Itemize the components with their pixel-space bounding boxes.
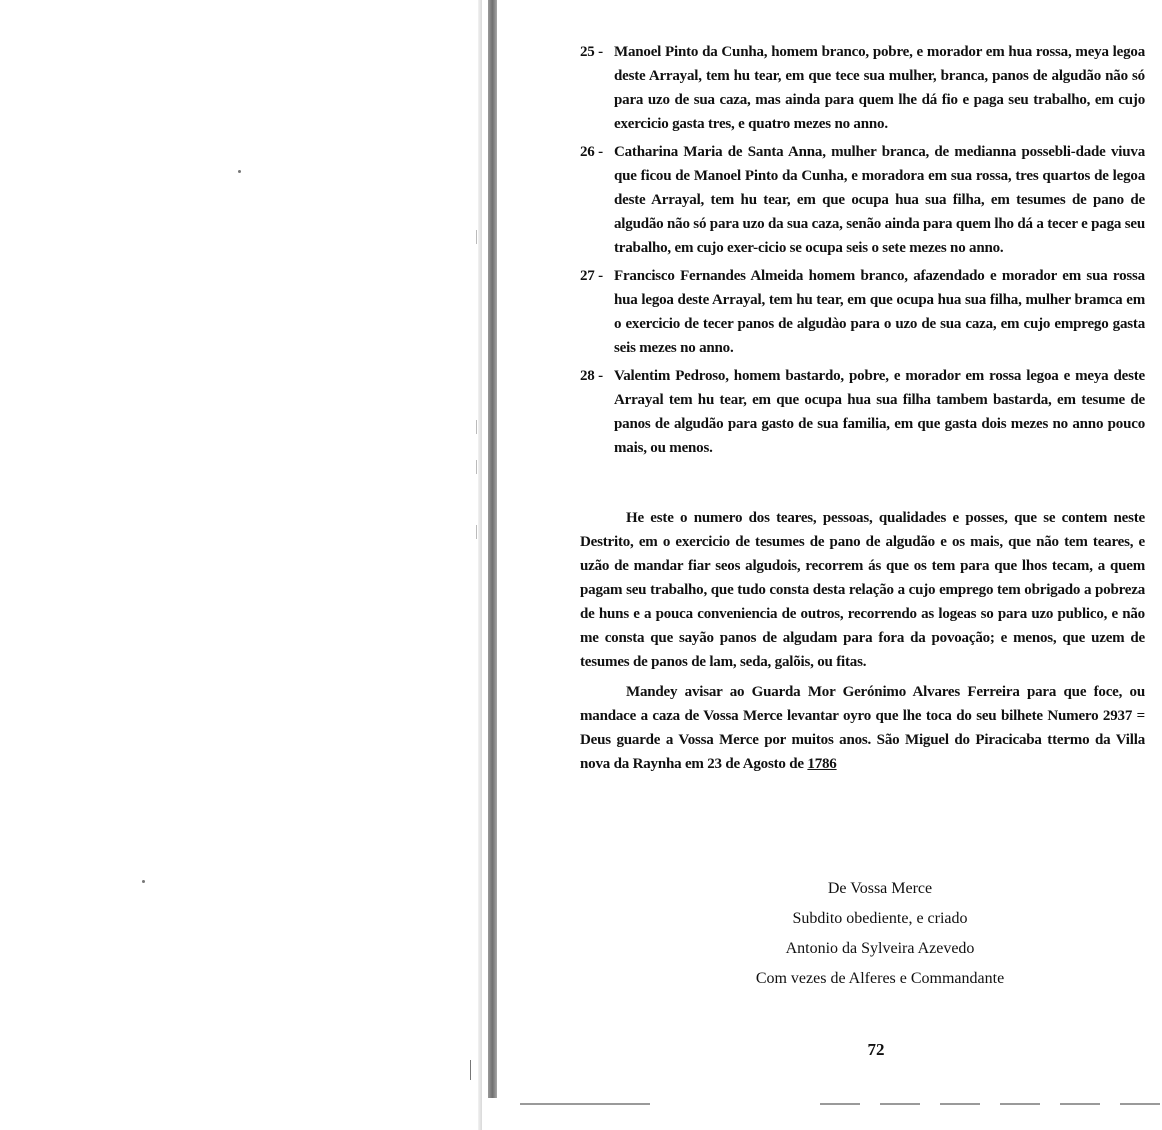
scan-mark [476, 230, 477, 244]
closing-paragraph [580, 680, 1145, 776]
entry-text: Manoel Pinto da Cunha, homem branco, pobre, e morador em hua rossa, meya legoa deste Arrayal, tem hu tear, em que tece sua mulher, branca, panos de algudão não só para uzo de sua caza, mas ainda para quem lhe dá fio e paga seu trabalho, em cujo exercicio gasta tres, e quatro mezes no anno. [614, 44, 1145, 132]
book-spine [488, 0, 497, 1098]
scan-mark [476, 525, 477, 539]
entry-number: 25 - [580, 44, 603, 60]
entry-text: Catharina Maria de Santa Anna, mulher branca, de medianna possebli-dade viuva que ficou de Manoel Pinto da Cunha, e moradora em sua rossa, tres quartos de legoa deste Arrayal, tem hu tear, em que ocupa hua sua filha, em tesumes de pano de algudão não só para uzo da sua caza, senão ainda para quem lho dá a tecer e paga seu trabalho, em cujo exer-cicio se ocupa seis o sete mezes no anno. [614, 144, 1145, 256]
signatory-name: Antonio da Sylveira Azevedo [785, 940, 975, 957]
list-item [580, 264, 1145, 360]
document-page [580, 40, 1145, 776]
signature-block [700, 874, 1060, 994]
list-item [580, 140, 1145, 260]
entry-text: Francisco Fernandes Almeida homem branco, afazendado e morador em sua rossa hua legoa deste Arrayal, tem hu tear, em que ocupa hua sua filha, mulher bramca em o exercicio de tecer panos de algudào para o uzo de sua caza, em cujo emprego gasta seis mezes no anno. [614, 268, 1145, 356]
list-item [580, 40, 1145, 136]
gutter-shadow [478, 0, 482, 1130]
signatory-title: Com vezes de Alferes e Commandante [755, 970, 1005, 987]
scan-mark [476, 460, 477, 474]
page-bottom-edge [520, 1103, 650, 1105]
entry-number: 28 - [580, 368, 603, 384]
page-bottom-edge [820, 1103, 1160, 1105]
entry-text: Valentim Pedroso, homem bastardo, pobre, e morador em rossa legoa e meya deste Arrayal tem hu tear, em que ocupa hua sua filha tambem bastarda, em tesume de panos de algudão para gasto de sua familia, em que gasta dois mezes no anno pouco mais, ou menos. [614, 368, 1145, 456]
summary-paragraph: He este o numero dos teares, pessoas, qualidades e posses, que se contem neste Destrito, em o exercicio de tesumes de pano de algudão e os mais, que não tem teares, e uzão de mandar fiar seos algudois, recorrem ás que os tem para que lhos tecam, a quem pagam seu trabalho, que tudo consta desta relação a cujo emprego tem obrigado a pobreza de huns e a pouca conveniencia de outros, recorrendo as logeas so para uzo publico, e não me consta que sayão panos de algudam para fora da povoação; e menos, que uzem de tesumes de panos de lam, seda, galõis, ou fitas. [580, 510, 1145, 670]
scan-mark [470, 1060, 471, 1080]
entry-number: 27 - [580, 268, 603, 284]
page-number: 72 [867, 1040, 885, 1059]
salutation: De Vossa Merce [827, 880, 933, 897]
document-year: 1786 [807, 756, 837, 772]
scan-mark [476, 420, 477, 434]
scan-speck [142, 880, 145, 883]
entry-number: 26 - [580, 144, 603, 160]
subscription: Subdito obediente, e criado [792, 910, 968, 927]
list-item [580, 364, 1145, 460]
scan-speck [238, 170, 241, 173]
closing-paragraph-text: Mandey avisar ao Guarda Mor Gerónimo Alvares Ferreira para que foce, ou mandace a caza de Vossa Merce levantar oyro que lhe toca do seu bilhete Numero 2937 = Deus guarde a Vossa Merce por muitos anos. São Miguel do Piracicaba ttermo da Villa nova da Raynha em 23 de Agosto de [580, 684, 1145, 772]
